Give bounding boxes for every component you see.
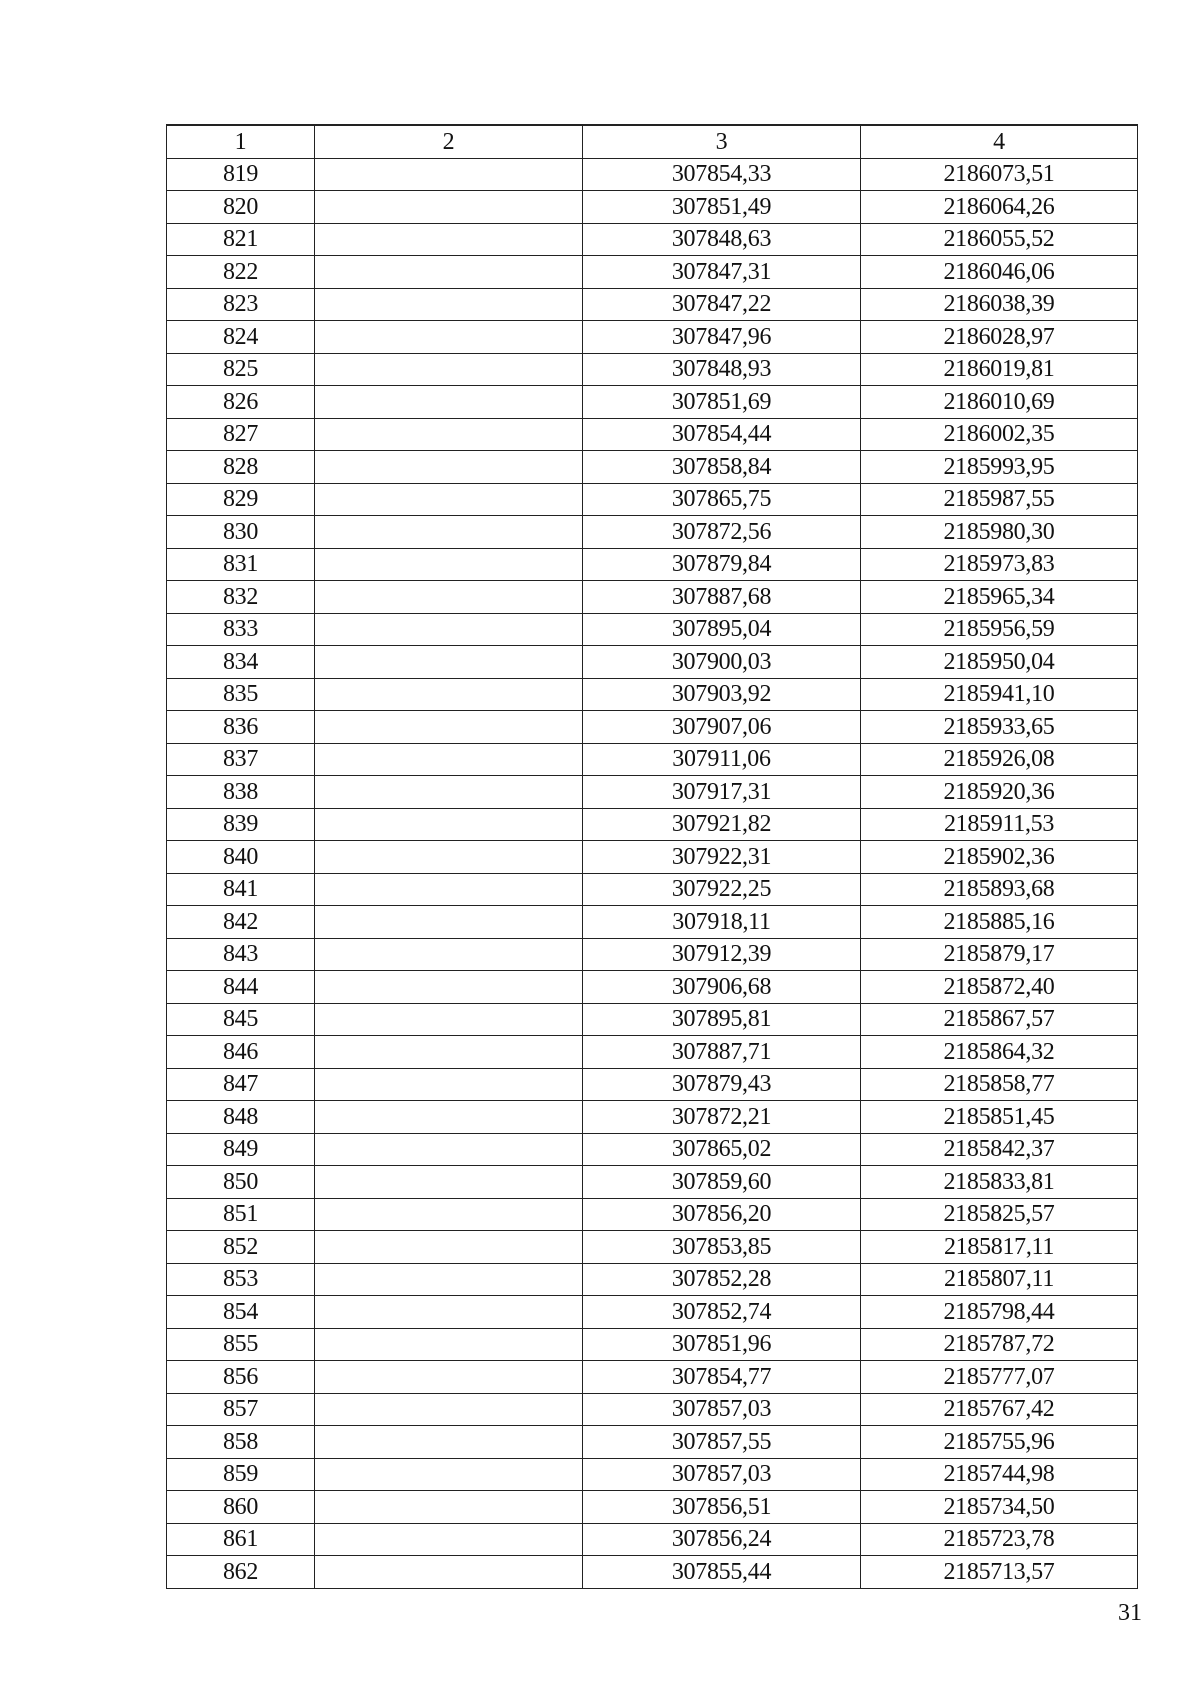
name-cell (315, 1003, 583, 1036)
name-cell (315, 678, 583, 711)
y-coordinate-cell: 2185787,72 (861, 1328, 1138, 1361)
y-coordinate-cell: 2186002,35 (861, 418, 1138, 451)
y-coordinate-cell: 2186019,81 (861, 353, 1138, 386)
y-coordinate-cell: 2185926,08 (861, 743, 1138, 776)
table-row (167, 321, 1138, 354)
table-row (167, 1263, 1138, 1296)
point-number-cell: 821 (167, 223, 315, 256)
name-cell (315, 386, 583, 419)
table-row (167, 1328, 1138, 1361)
x-coordinate-cell: 307854,77 (583, 1361, 861, 1394)
name-cell (315, 808, 583, 841)
x-coordinate-cell: 307848,93 (583, 353, 861, 386)
point-number-cell: 861 (167, 1523, 315, 1556)
name-cell (315, 223, 583, 256)
x-coordinate-cell: 307872,21 (583, 1101, 861, 1134)
point-number-cell: 828 (167, 451, 315, 484)
x-coordinate-cell: 307858,84 (583, 451, 861, 484)
table-row (167, 1231, 1138, 1264)
table-row (167, 548, 1138, 581)
point-number-cell: 854 (167, 1296, 315, 1329)
table-row (167, 158, 1138, 191)
y-coordinate-cell: 2185817,11 (861, 1231, 1138, 1264)
y-coordinate-cell: 2185885,16 (861, 906, 1138, 939)
name-cell (315, 288, 583, 321)
y-coordinate-cell: 2185965,34 (861, 581, 1138, 614)
point-number-cell: 833 (167, 613, 315, 646)
name-cell (315, 841, 583, 874)
name-cell (315, 971, 583, 1004)
point-number-cell: 855 (167, 1328, 315, 1361)
table-row (167, 646, 1138, 679)
y-coordinate-cell: 2185842,37 (861, 1133, 1138, 1166)
point-number-cell: 847 (167, 1068, 315, 1101)
y-coordinate-cell: 2185902,36 (861, 841, 1138, 874)
table-row (167, 808, 1138, 841)
x-coordinate-cell: 307918,11 (583, 906, 861, 939)
name-cell (315, 776, 583, 809)
x-coordinate-cell: 307907,06 (583, 711, 861, 744)
table-row (167, 581, 1138, 614)
table-row (167, 1166, 1138, 1199)
name-cell (315, 1068, 583, 1101)
name-cell (315, 1133, 583, 1166)
table-row (167, 711, 1138, 744)
y-coordinate-cell: 2186064,26 (861, 191, 1138, 224)
x-coordinate-cell: 307853,85 (583, 1231, 861, 1264)
name-cell (315, 581, 583, 614)
x-coordinate-cell: 307851,69 (583, 386, 861, 419)
x-coordinate-cell: 307848,63 (583, 223, 861, 256)
table-row (167, 451, 1138, 484)
name-cell (315, 1166, 583, 1199)
table-row (167, 1101, 1138, 1134)
point-number-cell: 839 (167, 808, 315, 841)
name-cell (315, 1556, 583, 1589)
y-coordinate-cell: 2185723,78 (861, 1523, 1138, 1556)
x-coordinate-cell: 307847,96 (583, 321, 861, 354)
name-cell (315, 1458, 583, 1491)
column-header-3: 3 (583, 125, 861, 158)
table-row (167, 938, 1138, 971)
y-coordinate-cell: 2185833,81 (861, 1166, 1138, 1199)
table-row (167, 483, 1138, 516)
point-number-cell: 822 (167, 256, 315, 289)
x-coordinate-cell: 307887,68 (583, 581, 861, 614)
point-number-cell: 823 (167, 288, 315, 321)
coordinates-table (166, 124, 1138, 1589)
table-row (167, 1036, 1138, 1069)
table-row (167, 743, 1138, 776)
y-coordinate-cell: 2186028,97 (861, 321, 1138, 354)
y-coordinate-cell: 2185734,50 (861, 1491, 1138, 1524)
point-number-cell: 835 (167, 678, 315, 711)
table-row (167, 841, 1138, 874)
x-coordinate-cell: 307912,39 (583, 938, 861, 971)
name-cell (315, 191, 583, 224)
table-row (167, 1133, 1138, 1166)
table-row (167, 1523, 1138, 1556)
x-coordinate-cell: 307879,84 (583, 548, 861, 581)
y-coordinate-cell: 2185867,57 (861, 1003, 1138, 1036)
point-number-cell: 857 (167, 1393, 315, 1426)
point-number-cell: 848 (167, 1101, 315, 1134)
table-row (167, 516, 1138, 549)
x-coordinate-cell: 307872,56 (583, 516, 861, 549)
name-cell (315, 711, 583, 744)
x-coordinate-cell: 307856,20 (583, 1198, 861, 1231)
table-row (167, 223, 1138, 256)
x-coordinate-cell: 307855,44 (583, 1556, 861, 1589)
table-row (167, 418, 1138, 451)
table-row (167, 1458, 1138, 1491)
point-number-cell: 838 (167, 776, 315, 809)
name-cell (315, 321, 583, 354)
point-number-cell: 859 (167, 1458, 315, 1491)
name-cell (315, 906, 583, 939)
name-cell (315, 1328, 583, 1361)
name-cell (315, 646, 583, 679)
x-coordinate-cell: 307906,68 (583, 971, 861, 1004)
x-coordinate-cell: 307879,43 (583, 1068, 861, 1101)
y-coordinate-cell: 2185987,55 (861, 483, 1138, 516)
point-number-cell: 853 (167, 1263, 315, 1296)
name-cell (315, 353, 583, 386)
table-row (167, 678, 1138, 711)
y-coordinate-cell: 2185980,30 (861, 516, 1138, 549)
name-cell (315, 873, 583, 906)
y-coordinate-cell: 2185933,65 (861, 711, 1138, 744)
name-cell (315, 1198, 583, 1231)
y-coordinate-cell: 2185713,57 (861, 1556, 1138, 1589)
x-coordinate-cell: 307857,03 (583, 1458, 861, 1491)
y-coordinate-cell: 2185993,95 (861, 451, 1138, 484)
y-coordinate-cell: 2186046,06 (861, 256, 1138, 289)
table-body (167, 158, 1138, 1588)
name-cell (315, 158, 583, 191)
point-number-cell: 852 (167, 1231, 315, 1264)
point-number-cell: 825 (167, 353, 315, 386)
table-row (167, 613, 1138, 646)
name-cell (315, 1263, 583, 1296)
table-row (167, 873, 1138, 906)
name-cell (315, 256, 583, 289)
table-row (167, 256, 1138, 289)
point-number-cell: 832 (167, 581, 315, 614)
point-number-cell: 845 (167, 1003, 315, 1036)
table-row (167, 1003, 1138, 1036)
name-cell (315, 1523, 583, 1556)
x-coordinate-cell: 307854,44 (583, 418, 861, 451)
table-row (167, 353, 1138, 386)
point-number-cell: 862 (167, 1556, 315, 1589)
table-row (167, 1393, 1138, 1426)
page-number: 31 (1118, 1600, 1142, 1626)
x-coordinate-cell: 307852,28 (583, 1263, 861, 1296)
x-coordinate-cell: 307856,24 (583, 1523, 861, 1556)
x-coordinate-cell: 307857,55 (583, 1426, 861, 1459)
name-cell (315, 1231, 583, 1264)
name-cell (315, 1296, 583, 1329)
point-number-cell: 830 (167, 516, 315, 549)
y-coordinate-cell: 2185973,83 (861, 548, 1138, 581)
x-coordinate-cell: 307847,31 (583, 256, 861, 289)
table-row (167, 386, 1138, 419)
name-cell (315, 938, 583, 971)
name-cell (315, 1101, 583, 1134)
point-number-cell: 842 (167, 906, 315, 939)
name-cell (315, 743, 583, 776)
y-coordinate-cell: 2185911,53 (861, 808, 1138, 841)
table-row (167, 1068, 1138, 1101)
name-cell (315, 613, 583, 646)
y-coordinate-cell: 2185893,68 (861, 873, 1138, 906)
x-coordinate-cell: 307847,22 (583, 288, 861, 321)
y-coordinate-cell: 2185872,40 (861, 971, 1138, 1004)
point-number-cell: 846 (167, 1036, 315, 1069)
y-coordinate-cell: 2185879,17 (861, 938, 1138, 971)
x-coordinate-cell: 307911,06 (583, 743, 861, 776)
point-number-cell: 841 (167, 873, 315, 906)
name-cell (315, 1361, 583, 1394)
point-number-cell: 829 (167, 483, 315, 516)
point-number-cell: 827 (167, 418, 315, 451)
x-coordinate-cell: 307895,04 (583, 613, 861, 646)
table-row (167, 1296, 1138, 1329)
point-number-cell: 858 (167, 1426, 315, 1459)
column-header-2: 2 (315, 125, 583, 158)
point-number-cell: 820 (167, 191, 315, 224)
name-cell (315, 548, 583, 581)
x-coordinate-cell: 307857,03 (583, 1393, 861, 1426)
y-coordinate-cell: 2186073,51 (861, 158, 1138, 191)
point-number-cell: 860 (167, 1491, 315, 1524)
point-number-cell: 826 (167, 386, 315, 419)
x-coordinate-cell: 307921,82 (583, 808, 861, 841)
y-coordinate-cell: 2186010,69 (861, 386, 1138, 419)
x-coordinate-cell: 307854,33 (583, 158, 861, 191)
x-coordinate-cell: 307865,75 (583, 483, 861, 516)
point-number-cell: 837 (167, 743, 315, 776)
x-coordinate-cell: 307851,96 (583, 1328, 861, 1361)
name-cell (315, 516, 583, 549)
y-coordinate-cell: 2185798,44 (861, 1296, 1138, 1329)
table-row (167, 1426, 1138, 1459)
name-cell (315, 1426, 583, 1459)
point-number-cell: 844 (167, 971, 315, 1004)
x-coordinate-cell: 307859,60 (583, 1166, 861, 1199)
point-number-cell: 850 (167, 1166, 315, 1199)
y-coordinate-cell: 2185950,04 (861, 646, 1138, 679)
point-number-cell: 851 (167, 1198, 315, 1231)
x-coordinate-cell: 307922,25 (583, 873, 861, 906)
y-coordinate-cell: 2185767,42 (861, 1393, 1138, 1426)
x-coordinate-cell: 307856,51 (583, 1491, 861, 1524)
y-coordinate-cell: 2186055,52 (861, 223, 1138, 256)
x-coordinate-cell: 307900,03 (583, 646, 861, 679)
y-coordinate-cell: 2185851,45 (861, 1101, 1138, 1134)
table-row (167, 1198, 1138, 1231)
y-coordinate-cell: 2185941,10 (861, 678, 1138, 711)
point-number-cell: 849 (167, 1133, 315, 1166)
point-number-cell: 819 (167, 158, 315, 191)
point-number-cell: 824 (167, 321, 315, 354)
table-row (167, 1361, 1138, 1394)
y-coordinate-cell: 2185864,32 (861, 1036, 1138, 1069)
x-coordinate-cell: 307865,02 (583, 1133, 861, 1166)
y-coordinate-cell: 2185858,77 (861, 1068, 1138, 1101)
x-coordinate-cell: 307917,31 (583, 776, 861, 809)
table-header-row (167, 125, 1138, 158)
name-cell (315, 418, 583, 451)
table-row (167, 776, 1138, 809)
name-cell (315, 1491, 583, 1524)
y-coordinate-cell: 2185956,59 (861, 613, 1138, 646)
name-cell (315, 1036, 583, 1069)
point-number-cell: 840 (167, 841, 315, 874)
x-coordinate-cell: 307852,74 (583, 1296, 861, 1329)
y-coordinate-cell: 2185807,11 (861, 1263, 1138, 1296)
column-header-4: 4 (861, 125, 1138, 158)
point-number-cell: 843 (167, 938, 315, 971)
point-number-cell: 856 (167, 1361, 315, 1394)
point-number-cell: 834 (167, 646, 315, 679)
table-row (167, 288, 1138, 321)
y-coordinate-cell: 2185920,36 (861, 776, 1138, 809)
table-row (167, 906, 1138, 939)
name-cell (315, 451, 583, 484)
x-coordinate-cell: 307903,92 (583, 678, 861, 711)
y-coordinate-cell: 2185755,96 (861, 1426, 1138, 1459)
y-coordinate-cell: 2186038,39 (861, 288, 1138, 321)
x-coordinate-cell: 307922,31 (583, 841, 861, 874)
name-cell (315, 483, 583, 516)
point-number-cell: 831 (167, 548, 315, 581)
y-coordinate-cell: 2185825,57 (861, 1198, 1138, 1231)
x-coordinate-cell: 307851,49 (583, 191, 861, 224)
table-row (167, 191, 1138, 224)
x-coordinate-cell: 307895,81 (583, 1003, 861, 1036)
y-coordinate-cell: 2185744,98 (861, 1458, 1138, 1491)
name-cell (315, 1393, 583, 1426)
table-row (167, 1556, 1138, 1589)
column-header-1: 1 (167, 125, 315, 158)
y-coordinate-cell: 2185777,07 (861, 1361, 1138, 1394)
table-row (167, 1491, 1138, 1524)
table-row (167, 971, 1138, 1004)
x-coordinate-cell: 307887,71 (583, 1036, 861, 1069)
point-number-cell: 836 (167, 711, 315, 744)
